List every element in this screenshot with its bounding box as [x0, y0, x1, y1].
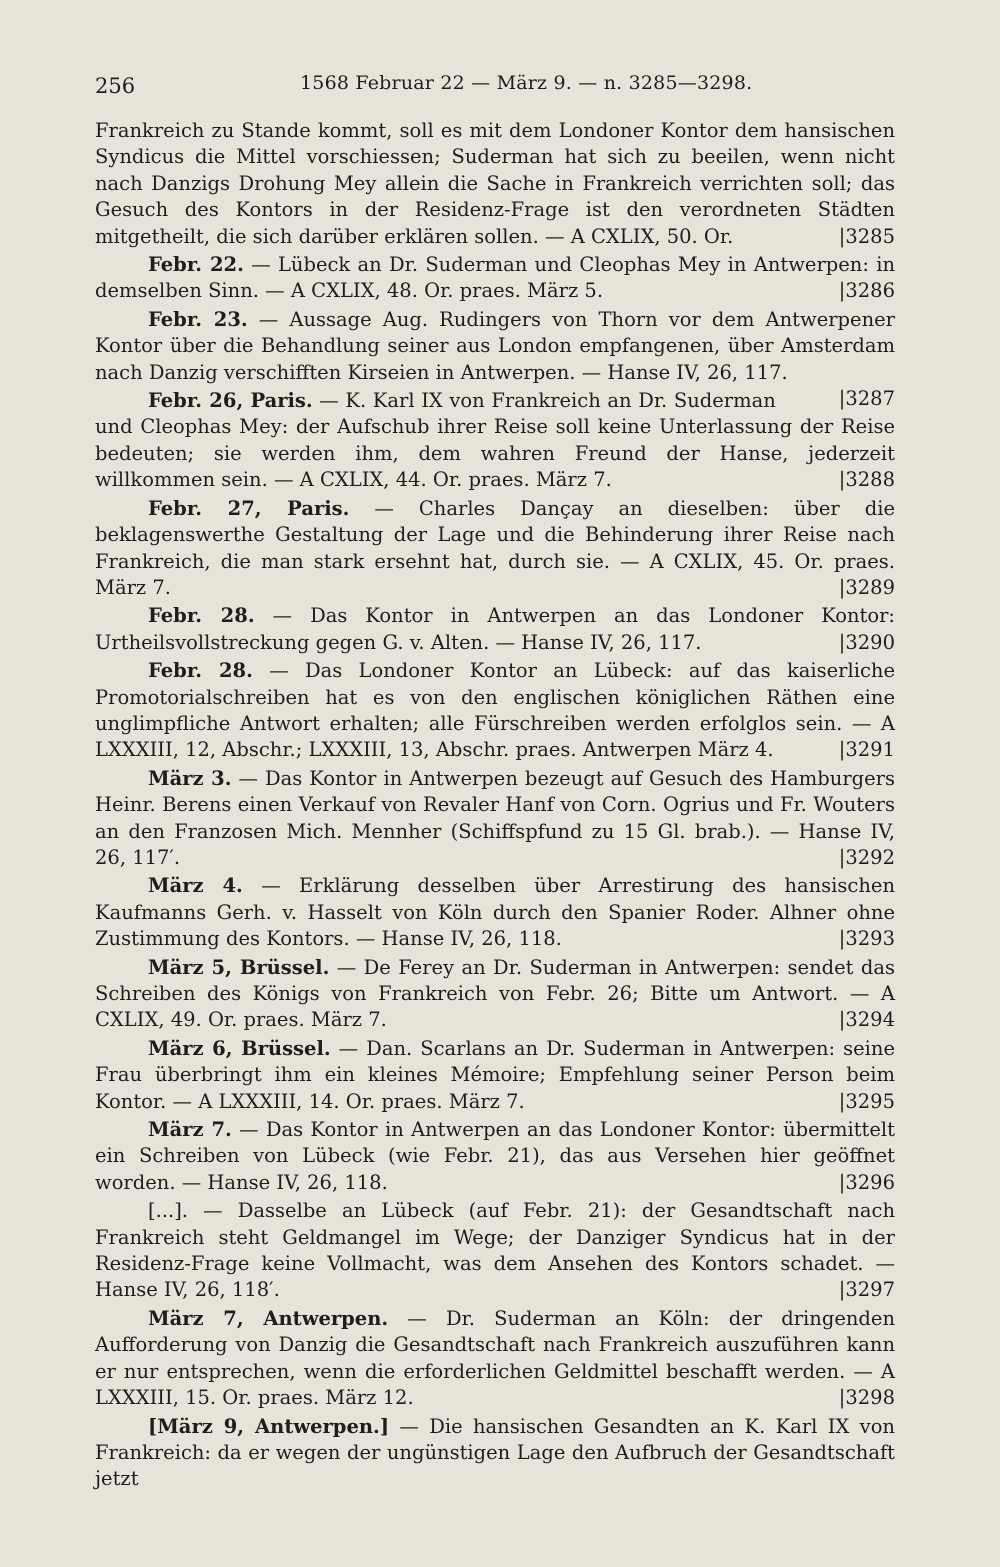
register-entry: [95, 1306, 895, 1412]
entry-date: März 7.: [148, 1118, 232, 1142]
entry-text: — Die hansischen Gesandten an K. Karl IX von Frankreich: da er wegen der ungünstigen Lage den Aufbruch der Gesandtschaft jetzt: [95, 1414, 895, 1491]
entry-number: |3286: [838, 279, 895, 303]
register-entry: [95, 766, 895, 872]
register-entry: [95, 873, 895, 952]
register-entry: [95, 252, 895, 305]
entry-text: [...]. — Dasselbe an Lübeck (auf Febr. 21): der Gesandtschaft nach Frankreich steht Geldmangel im Wege; der Danziger Syndicus hat in der Residenz-Frage keine Vollmacht, was dem Ansehen des Kontors schadet. — Hanse IV, 26, 118′.: [95, 1199, 895, 1302]
entry-text: — Aussage Aug. Rudingers von Thorn vor dem Antwerpener Kontor über die Behandlung seiner aus London empfangenen, über Amsterdam nach Danzig verschifften Kirseien in Antwerpen. — Hanse IV, 26, 117.: [95, 307, 895, 384]
register-entry: [95, 1414, 895, 1493]
entry-number: |3291: [838, 738, 895, 762]
register-entry: [95, 603, 895, 656]
entry-number: |3292: [838, 845, 895, 869]
entry-date: März 3.: [148, 766, 232, 790]
register-entries: [95, 118, 895, 1493]
entry-text: Frankreich zu Stande kommt, soll es mit dem Londoner Kontor dem hansischen Syndicus die Mittel vorschiessen; Suderman hat sich zu beeilen, wenn nicht nach Danzigs Drohung Mey allein die Sache in Frankreich verrichten soll; das Gesuch des Kontors in der Residenz-Frage ist den verordneten Städten mitgetheilt, die sich darüber erklären sollen. — A CXLIX, 50. Or.: [95, 119, 895, 248]
entry-number: |3288: [838, 468, 895, 492]
register-entry: [95, 955, 895, 1034]
entry-date: Febr. 23.: [148, 307, 248, 331]
register-entry: [95, 118, 895, 250]
entry-date: Febr. 22.: [148, 253, 244, 277]
entry-text: — Lübeck an Dr. Suderman und Cleophas Mey in Antwerpen: in demselben Sinn. — A CXLIX, 48. Or. praes. März 5.: [95, 253, 896, 303]
register-entry: [95, 658, 895, 764]
register-entry: [95, 1117, 895, 1196]
page-number: 256: [95, 74, 136, 98]
entry-date: Febr. 28.: [148, 604, 255, 628]
entry-date: Febr. 27, Paris.: [148, 496, 350, 520]
entry-text: — Das Kontor in Antwerpen an das Londoner Kontor: übermittelt ein Schreiben von Lübeck (wie Febr. 21), das aus Versehen hier geöffnet worden. — Hanse IV, 26, 118.: [95, 1118, 895, 1194]
register-entry: [95, 1036, 895, 1115]
entry-date: [März 9, Antwerpen.]: [148, 1414, 390, 1438]
running-title: 1568 Februar 22 — März 9. — n. 3285—3298.: [300, 72, 753, 94]
register-entry: [95, 496, 895, 602]
entry-text: — Erklärung desselben über Arrestirung des hansischen Kaufmanns Gerh. v. Hasselt von Köln durch den Spanier Roder. Alhner ohne Zustimmung des Kontors. — Hanse IV, 26, 118.: [95, 874, 896, 951]
entry-number: |3297: [838, 1278, 895, 1302]
register-entry: [95, 388, 895, 494]
entry-text: — Das Kontor in Antwerpen an das Londoner Kontor: Urtheilsvollstreckung gegen G. v. Alten. — Hanse IV, 26, 117.: [95, 604, 895, 654]
entry-date: März 5, Brüssel.: [148, 955, 330, 979]
entry-text: — De Ferey an Dr. Suderman in Antwerpen: sendet das Schreiben des Königs von Frankreich von Febr. 26; Bitte um Antwort. — A CXLIX, 49. Or. praes. März 7.: [95, 955, 895, 1032]
entry-number: |3294: [838, 1008, 895, 1032]
entry-text: — K. Karl IX von Frankreich an Dr. Suderman und Cleophas Mey: der Aufschub ihrer Reise soll keine Unterlassung der Reise bedeuten; sie werden ihm, dem wahren Freund der Hanse, jederzeit willkommen sein. — A CXLIX, 44. Or. praes. März 7.: [95, 389, 895, 492]
page-header: [95, 70, 895, 106]
entry-date: März 7, Antwerpen.: [148, 1306, 389, 1330]
entry-number: |3296: [838, 1170, 895, 1194]
register-entry: [95, 1198, 895, 1304]
entry-text: — Charles Dançay an dieselben: über die beklagenswerthe Gestaltung der Lage und die Behinderung ihrer Reise nach Frankreich, die man stark ersehnt hat, durch sie. — A CXLIX, 45. Or. praes. März 7.: [95, 496, 895, 599]
entry-number: |3289: [838, 575, 895, 599]
entry-number: |3287: [838, 387, 895, 411]
entry-number: |3293: [838, 927, 895, 951]
entry-date: März 4.: [148, 874, 243, 898]
entry-date: März 6, Brüssel.: [148, 1036, 331, 1060]
entry-number: |3285: [838, 224, 895, 248]
entry-text: — Das Londoner Kontor an Lübeck: auf das kaiserliche Promotorialschreiben hat es von den englischen königlichen Räthen eine unglimpfliche Antwort erhalten; alle Fürschreiben werden erfolglos sein. — A LXXXIII, 12, Abschr.; LXXXIII, 13, Abschr. praes. Antwerpen März 4.: [95, 659, 896, 762]
entry-number: |3290: [838, 630, 895, 654]
entry-number: |3298: [838, 1386, 895, 1410]
entry-text: — Dr. Suderman an Köln: der dringenden Aufforderung von Danzig die Gesandtschaft nach Frankreich auszuführen kann er nur entsprechen, wenn die erforderlichen Geldmittel beschafft werden. — A LXXXIII, 15. Or. praes. März 12.: [95, 1306, 896, 1410]
entry-text: — Das Kontor in Antwerpen bezeugt auf Gesuch des Hamburgers Heinr. Berens einen Verkauf von Revaler Hanf von Corn. Ogrius und Fr. Wouters an den Franzosen Mich. Mennher (Schiffspfund zu 15 Gl. brab.). — Hanse IV, 26, 117′.: [95, 766, 896, 869]
entry-date: Febr. 28.: [148, 659, 253, 683]
entry-number: |3295: [838, 1089, 895, 1113]
entry-text: — Dan. Scarlans an Dr. Suderman in Antwerpen: seine Frau überbringt ihm ein kleines Mémoire; Empfehlung seiner Person beim Kontor. — A LXXXIII, 14. Or. praes. März 7.: [95, 1036, 895, 1113]
entry-date: Febr. 26, Paris.: [148, 389, 313, 413]
